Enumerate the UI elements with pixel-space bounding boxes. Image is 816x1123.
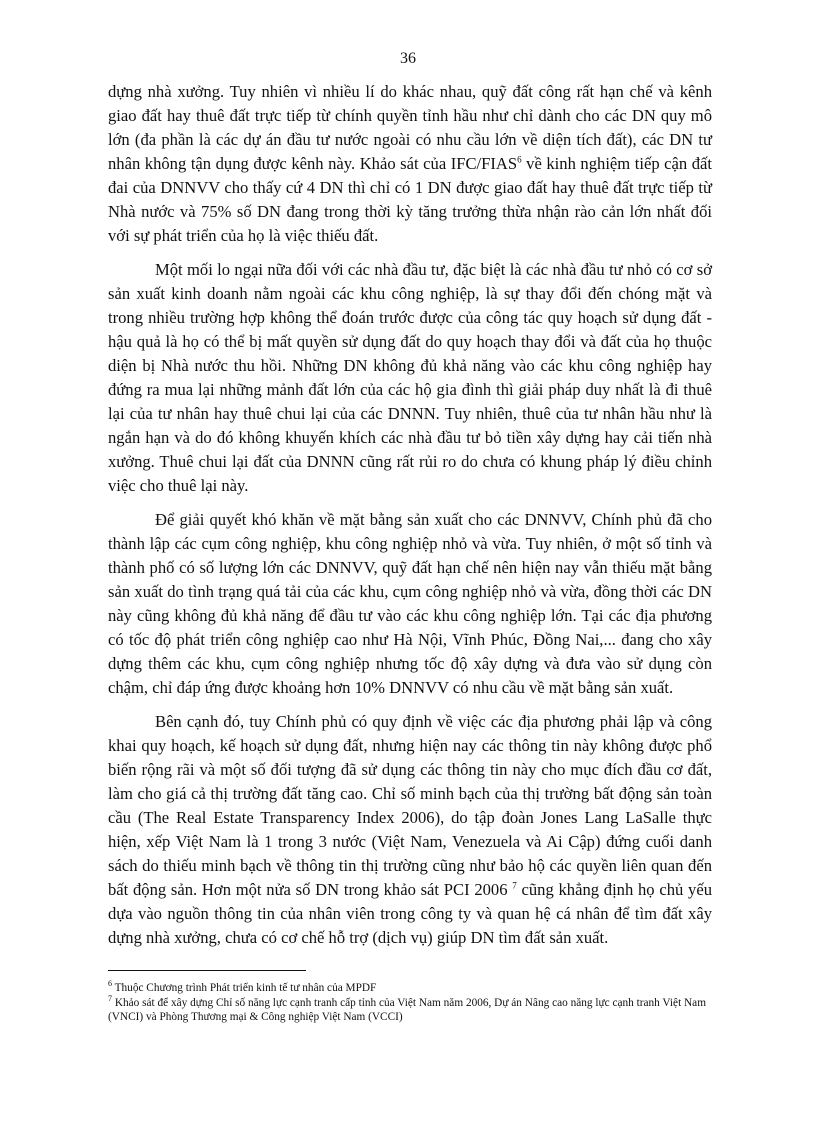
footnote-mark: 7: [108, 994, 112, 1004]
footnote-mark: 6: [108, 979, 112, 989]
footnote-6: [108, 981, 712, 995]
page-number: 36: [400, 50, 416, 67]
paragraph-text: Để giải quyết khó khăn về mặt bằng sản xuất cho các DNNVV, Chính phủ đã cho thành lập các cụm công nghiệp, khu công nghiệp nhỏ và vừa. Tuy nhiên, ở một số tỉnh và thành phố có số lượng lớn các DNNVV, quỹ đất hạn chế nên hiện nay vẫn thiếu mặt bằng sản xuất do tình trạng quá tải của các khu, cụm công nghiệp nhỏ và vừa, đồng thời các DN này cũng không đủ khả năng để đầu tư vào các khu công nghiệp lớn. Tại các địa phương có tốc độ phát triển công nghiệp cao như Hà Nội, Vĩnh Phúc, Đồng Nai,... đang cho xây dựng thêm các khu, cụm công nghiệp nhưng tốc độ xây dựng và đưa vào sử dụng còn chậm, chỉ đáp ứng được khoảng hơn 10% DNNVV có nhu cầu về mặt bằng sản xuất.: [108, 510, 712, 697]
footnote-7: [108, 996, 712, 1024]
footnote-text: Thuộc Chương trình Phát triển kinh tế tư nhân của MPDF: [112, 982, 377, 994]
footnote-separator: [108, 970, 306, 971]
paragraph-text: về kinh nghiệm tiếp cận đất đai của DNNVV cho thấy cứ 4 DN thì chỉ có 1 DN được giao đất hay thuê đất trực tiếp từ Nhà nước và 75% số DN đang trong thời kỳ tăng trưởng thừa nhận rào cản lớn nhất đối với sự phát triển của họ là việc thiếu đất.: [108, 154, 713, 245]
paragraph-text: Một mối lo ngại nữa đối với các nhà đầu tư, đặc biệt là các nhà đầu tư nhỏ có cơ sở sản xuất kinh doanh nằm ngoài các khu công nghiệp, là sự thay đổi đến chóng mặt và trong nhiều trường hợp không thể đoán trước được của công tác quy hoạch sử dụng đất - hậu quả là họ có thể bị mất quyền sử dụng đất do quy hoạch thay đổi và đất của họ thuộc diện bị Nhà nước thu hồi. Những DN không đủ khả năng vào các khu công nghiệp hay đứng ra mua lại những mảnh đất lớn của các hộ gia đình thì giải pháp duy nhất là đi thuê lại của tư nhân hay thuê chui lại của các DNNN. Tuy nhiên, thuê của tư nhân hầu như là ngắn hạn và do đó không khuyến khích các nhà đầu tư bỏ tiền xây dựng hay cải tiến nhà xưởng. Thuê chui lại đất của DNNN cũng rất rủi ro do chưa có khung pháp lý điều chỉnh việc cho thuê lại này.: [108, 260, 712, 495]
document-body: [108, 80, 712, 960]
paragraph-1: [108, 80, 712, 248]
paragraph-text: dựng nhà xưởng. Tuy nhiên vì nhiều lí do khác nhau, quỹ đất công rất hạn chế và kênh giao đất hay thuê đất trực tiếp từ chính quyền tỉnh hầu như chỉ dành cho các DN quy mô lớn (đa phần là các dự án đầu tư nước ngoài có nhu cầu lớn về diện tích đất), các DN tư nhân không tận dụng được kênh này. Khảo sát của IFC/FIAS: [108, 82, 712, 173]
footnote-reference-7[interactable]: 7: [512, 880, 517, 891]
paragraph-4: [108, 710, 712, 950]
paragraph-3: [108, 508, 712, 700]
paragraph-text: cũng khẳng định họ chủ yếu dựa vào nguồn thông tin của nhân viên trong công ty và quan hệ cá nhân để tìm đất xây dựng nhà xưởng, chưa có cơ chế hỗ trợ (dịch vụ) giúp DN tìm đất sản xuất.: [108, 880, 712, 947]
footnote-reference-6[interactable]: 6: [517, 154, 522, 165]
footnotes: [108, 981, 712, 1025]
paragraph-2: [108, 258, 712, 498]
paragraph-text: Bên cạnh đó, tuy Chính phủ có quy định về việc các địa phương phải lập và công khai quy hoạch, kế hoạch sử dụng đất, nhưng hiện nay các thông tin này không được phổ biến rộng rãi và một số đối tượng đã sử dụng các thông tin này cho mục đích đầu cơ đất, làm cho giá cả thị trường đất tăng cao. Chỉ số minh bạch của thị trường bất động sản toàn cầu (The Real Estate Transparency Index 2006), do tập đoàn Jones Lang LaSalle thực hiện, xếp Việt Nam là 1 trong 3 nước (Việt Nam, Venezuela và Ai Cập) đứng cuối danh sách do thiếu minh bạch về thông tin thị trường cũng như bảo hộ các quyền liên quan đến bất động sản. Hơn một nửa số DN trong khảo sát PCI 2006: [108, 712, 712, 899]
footnote-text: Khảo sát để xây dựng Chỉ số năng lực cạnh tranh cấp tỉnh của Việt Nam năm 2006, Dự án Nâng cao năng lực cạnh tranh Việt Nam (VNCI) và Phòng Thương mại & Công nghiệp Việt Nam (VCCI): [108, 997, 706, 1023]
